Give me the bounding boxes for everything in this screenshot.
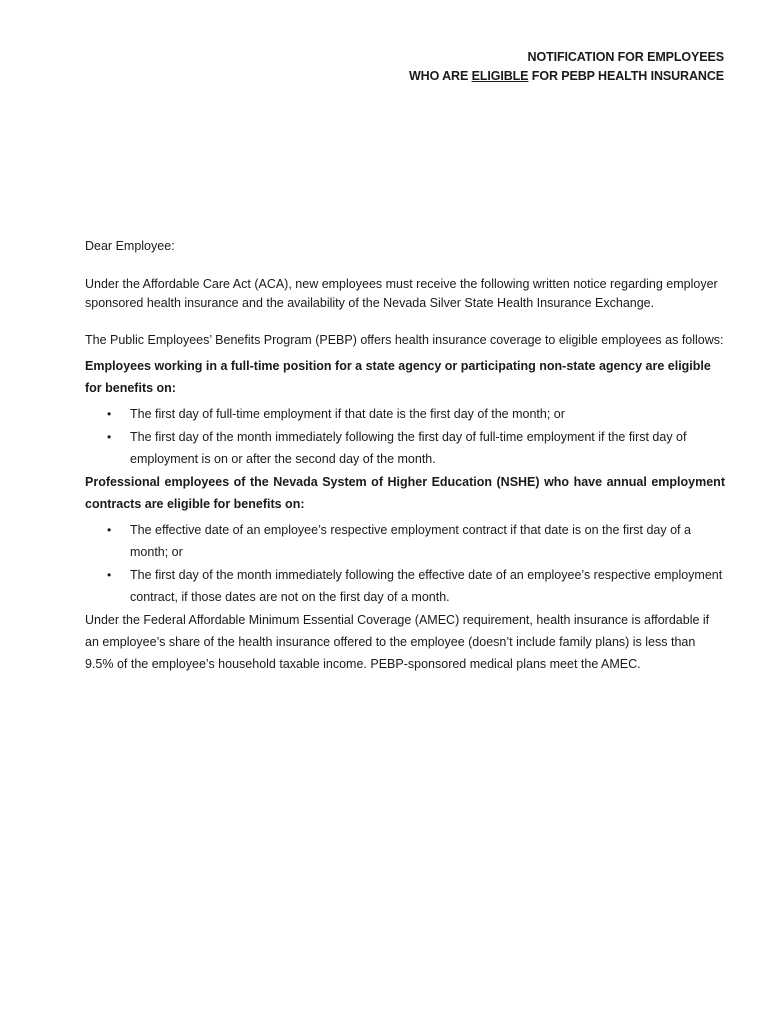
header-title-line1: NOTIFICATION FOR EMPLOYEES — [527, 50, 724, 64]
document-header — [409, 48, 724, 86]
bullet-icon: • — [107, 430, 112, 444]
bullet-icon: • — [107, 407, 112, 421]
header-eligible-underlined: ELIGIBLE — [471, 69, 529, 83]
list-item — [85, 426, 725, 470]
state-agency-eligibility-list — [85, 403, 725, 470]
amec-affordability-paragraph: Under the Federal Affordable Minimum Essential Coverage (AMEC) requirement, health insurance is affordable if an employee’s share of the health insurance offered to the employee (doesn’t include family plans) is less than 9.5% of the employee’s household taxable income. PEBP-sponsored medical plans meet the AMEC. — [85, 613, 710, 671]
nshe-eligibility-list — [85, 519, 725, 608]
list-item — [85, 564, 725, 608]
nshe-eligibility-lead: Professional employees of the Nevada System of Higher Education (NSHE) who have annual employment contracts are eligible for benefits on: — [85, 475, 725, 511]
letter-body — [85, 237, 725, 675]
state-agency-eligibility-lead: Employees working in a full-time position for a state agency or participating non-state agency are eligible for benefits on: — [85, 359, 711, 395]
bullet-icon: • — [107, 568, 112, 582]
aca-notice-paragraph: Under the Affordable Care Act (ACA), new employees must receive the following written notice regarding employer sponsored health insurance and the availability of the Nevada Silver State Health Insurance Exchange. — [85, 277, 718, 310]
header-title-line2 — [409, 67, 724, 86]
header-line2-prefix: WHO ARE — [408, 69, 472, 83]
list-item-text: The first day of full-time employment if that date is the first day of the month; or — [130, 407, 565, 421]
greeting: Dear Employee: — [85, 239, 175, 253]
list-item — [85, 519, 725, 563]
bullet-icon: • — [107, 523, 112, 537]
list-item-text: The first day of the month immediately following the effective date of an employee’s respective employment contract, if those dates are not on the first day of a month. — [130, 568, 723, 604]
list-item-text: The effective date of an employee’s respective employment contract if that date is on the first day of a month; or — [130, 523, 691, 559]
list-item — [85, 403, 725, 425]
list-item-text: The first day of the month immediately following the first day of full-time employment if the first day of employment is on or after the second day of the month. — [130, 430, 687, 466]
header-line2-suffix: FOR PEBP HEALTH INSURANCE — [528, 69, 724, 83]
pebp-coverage-paragraph: The Public Employees’ Benefits Program (PEBP) offers health insurance coverage to eligible employees as follows: — [85, 333, 724, 347]
